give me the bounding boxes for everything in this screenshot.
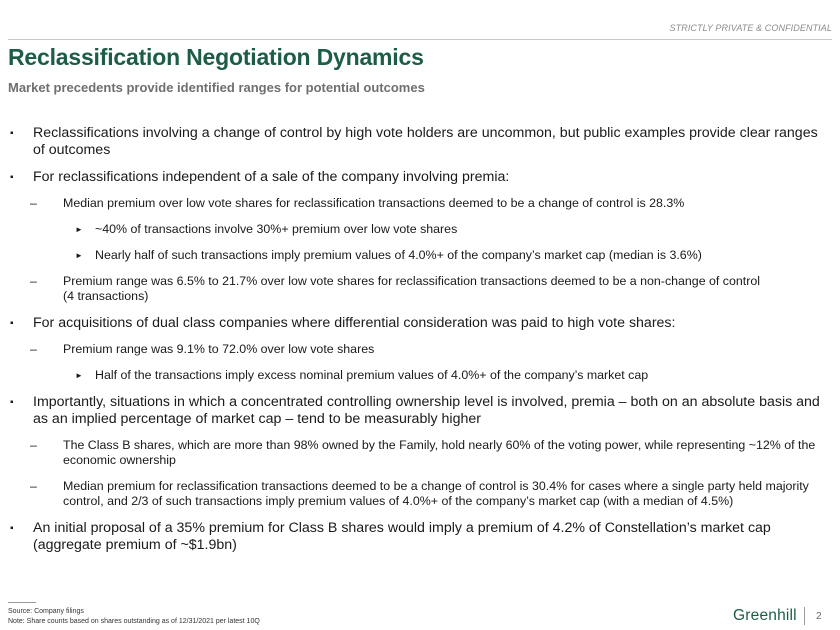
sub-bullet-item — [8, 438, 832, 468]
page-number: 2 — [816, 611, 822, 622]
bullet-text: For reclassifications independent of a sale of the company involving premia: — [33, 169, 510, 185]
square-bullet-icon: ▪ — [10, 172, 14, 183]
sub-sub-bullet-text: Nearly half of such transactions imply premium values of 4.0%+ of the company’s market cap (median is 3.6%) — [95, 248, 702, 262]
sub-sub-bullet-item — [8, 368, 832, 383]
sub-bullet-text: Premium range was 9.1% to 72.0% over low vote shares — [63, 342, 375, 356]
page-subtitle: Market precedents provide identified ranges for potential outcomes — [8, 80, 425, 95]
bullet-text: Reclassifications involving a change of control by high vote holders are uncommon, but public examples provide clear ranges of outcomes — [33, 125, 818, 158]
sub-bullet-text: Median premium for reclassification transactions deemed to be a change of control is 30.4% for cases where a single party held majority control, and 2/3 of such transactions imply premium values of 4.0%+ of the company’s market cap (with a median of 4.5%) — [63, 479, 809, 508]
bullet-item — [8, 520, 832, 554]
triangle-bullet-icon: ► — [75, 251, 83, 260]
company-logo: Greenhill — [733, 607, 797, 624]
bullet-text: For acquisitions of dual class companies where differential consideration was paid to high vote shares: — [33, 315, 676, 331]
bullet-text: An initial proposal of a 35% premium for Class B shares would imply a premium of 4.2% of Constellation’s market cap (aggregate premium of ~$1.9bn) — [33, 520, 771, 553]
square-bullet-icon: ▪ — [10, 318, 14, 329]
dash-bullet-icon: – — [30, 342, 37, 356]
bullet-item — [8, 315, 832, 332]
sub-bullet-text: The Class B shares, which are more than 98% owned by the Family, hold nearly 60% of the voting power, while representing ~12% of the economic ownership — [63, 438, 816, 467]
sub-sub-bullet-item — [8, 248, 832, 263]
square-bullet-icon: ▪ — [10, 397, 14, 408]
header-divider — [8, 39, 832, 40]
dash-bullet-icon: – — [30, 438, 37, 452]
dash-bullet-icon: – — [30, 274, 37, 288]
sub-bullet-text-continuation: (4 transactions) — [63, 289, 149, 303]
bullet-text: Importantly, situations in which a concentrated controlling ownership level is involved, premia – both on an absolute basis and as an implied percentage of market cap – tend to be measurably higher — [33, 394, 820, 427]
triangle-bullet-icon: ► — [75, 225, 83, 234]
sub-bullet-item — [8, 342, 832, 357]
bullet-list — [8, 125, 832, 564]
bullet-item — [8, 125, 832, 159]
bullet-item — [8, 169, 832, 186]
sub-sub-bullet-item — [8, 222, 832, 237]
bullet-item — [8, 394, 832, 428]
triangle-bullet-icon: ► — [75, 371, 83, 380]
footnote-source: Source: Company filings — [8, 608, 84, 615]
sub-bullet-text: Premium range was 6.5% to 21.7% over low vote shares for reclassification transactions deemed to be a non-change of control — [63, 274, 760, 288]
sub-bullet-item — [8, 274, 832, 304]
footnote-divider — [8, 602, 36, 603]
dash-bullet-icon: – — [30, 479, 37, 493]
confidentiality-label: STRICTLY PRIVATE & CONFIDENTIAL — [669, 23, 832, 33]
square-bullet-icon: ▪ — [10, 523, 14, 534]
sub-bullet-text: Median premium over low vote shares for reclassification transactions deemed to be a change of control is 28.3% — [63, 196, 685, 210]
dash-bullet-icon: – — [30, 196, 37, 210]
square-bullet-icon: ▪ — [10, 128, 14, 139]
sub-sub-bullet-text: ~40% of transactions involve 30%+ premium over low vote shares — [95, 222, 458, 236]
footnote-note: Note: Share counts based on shares outstanding as of 12/31/2021 per latest 10Q — [8, 618, 260, 625]
sub-sub-bullet-text: Half of the transactions imply excess nominal premium values of 4.0%+ of the company’s market cap — [95, 368, 649, 382]
page-title: Reclassification Negotiation Dynamics — [8, 44, 424, 70]
sub-bullet-item — [8, 196, 832, 211]
footer-divider — [804, 607, 805, 625]
sub-bullet-item — [8, 479, 832, 509]
